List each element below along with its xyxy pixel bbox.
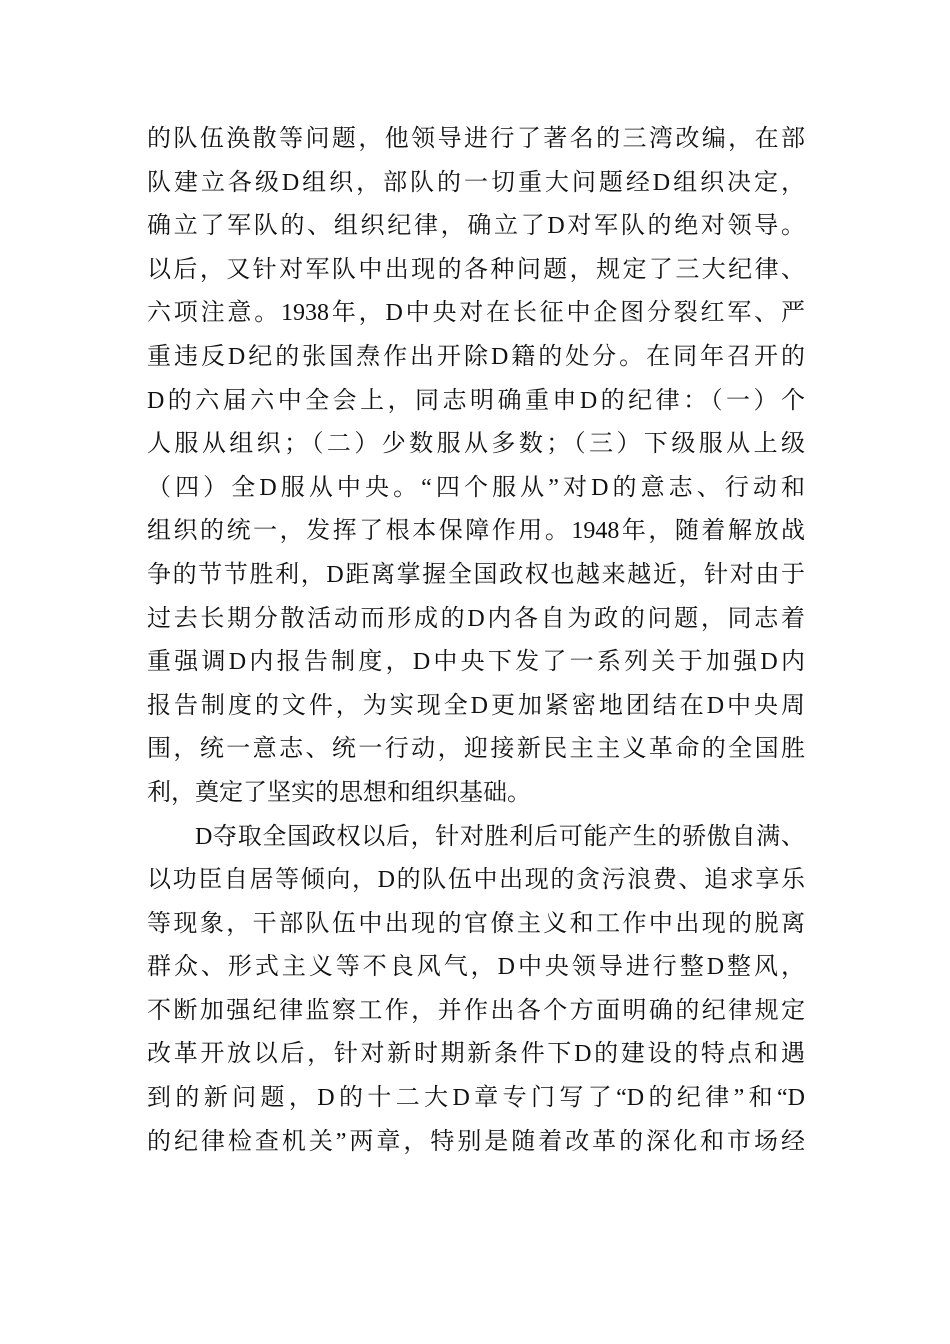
text-line: 到的新问题，D的十二大D章专门写了“D的纪律”和“D xyxy=(147,1085,805,1112)
text-line: 的队伍涣散等问题，他领导进行了著名的三湾改编，在部 xyxy=(147,126,805,152)
text-line: 群众、形式主义等不良风气，D中央领导进行整D整风， xyxy=(147,954,805,981)
text-line: D的六届六中全会上，同志明确重申D的纪律：（一）个 xyxy=(147,387,805,414)
text-line: 不断加强纪律监察工作，并作出各个方面明确的纪律规定 xyxy=(147,997,805,1024)
text-line: 重强调D内报告制度，D中央下发了一系列关于加强D内 xyxy=(147,649,805,676)
text-line: 报告制度的文件，为实现全D更加紧密地团结在D中央周 xyxy=(147,692,805,719)
text-line: 以后，又针对军队中出现的各种问题，规定了三大纪律、 xyxy=(147,256,805,283)
text-line: 重违反D纪的张国焘作出开除D籍的处分。在同年召开的 xyxy=(147,343,805,370)
text-line: 利，奠定了坚实的思想和组织基础。 xyxy=(147,779,531,806)
text-line: 过去长期分散活动而形成的D内各自为政的问题，同志着 xyxy=(147,605,805,632)
text-line: 人服从组织；（二）少数服从多数；（三）下级服从上级 xyxy=(147,431,805,458)
text-line: 确立了军队的、组织纪律，确立了D对军队的绝对领导。 xyxy=(147,213,805,240)
paragraph-2 xyxy=(147,816,805,1165)
text-line: 组织的统一，发挥了根本保障作用。1948年，随着解放战 xyxy=(147,518,805,545)
text-line: 六项注意。1938年，D中央对在长征中企图分裂红军、严 xyxy=(147,300,805,327)
text-line: 改革开放以后，针对新时期新条件下D的建设的特点和遇 xyxy=(147,1041,805,1068)
text-line: 争的节节胜利，D距离掌握全国政权也越来越近，针对由于 xyxy=(147,561,805,588)
text-line: D夺取全国政权以后，针对胜利后可能产生的骄傲自满、 xyxy=(195,823,805,850)
text-line: 以功臣自居等倾向，D的队伍中出现的贪污浪费、追求享乐 xyxy=(147,867,805,894)
text-line: 等现象，干部队伍中出现的官僚主义和工作中出现的脱离 xyxy=(147,910,805,937)
text-line: 的纪律检查机关”两章，特别是随着改革的深化和市场经 xyxy=(147,1128,805,1155)
text-line: （四）全D服从中央。“四个服从”对D的意志、行动和 xyxy=(147,474,805,501)
document-page xyxy=(147,118,805,1164)
text-line: 围，统一意志、统一行动，迎接新民主主义革命的全国胜 xyxy=(147,736,805,763)
text-line: 队建立各级D组织，部队的一切重大问题经D组织决定， xyxy=(147,169,805,196)
paragraph-1 xyxy=(147,118,805,816)
